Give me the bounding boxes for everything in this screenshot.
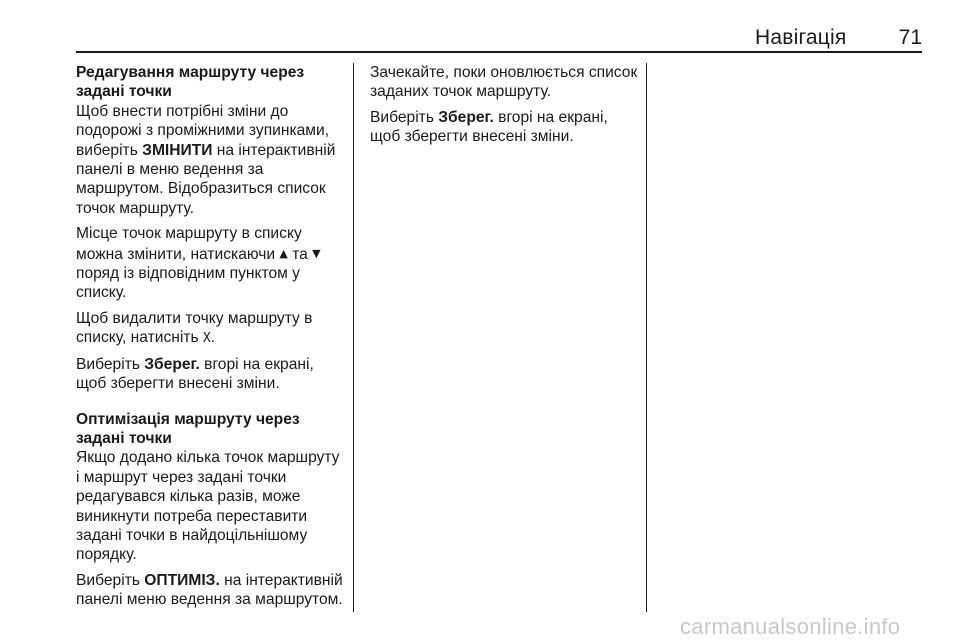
page-header [76,26,922,52]
section-heading-edit-route: Редагування маршруту через задані точки [76,64,305,101]
paragraph-save: Виберіть Зберег. вгорі на екрані, щоб зберегти внесені зміни. [76,355,314,393]
optimize-button-label: ОПТИМІЗ. [144,571,220,589]
column-divider-right [646,63,647,612]
header-section-title: Навігація [755,26,847,49]
arrow-down-icon: ▼ [312,246,321,260]
right-column [370,63,640,153]
header-rule [76,51,922,53]
paragraph-wait: Зачекайте, поки оновлюється список заданих точок маршруту. [370,64,638,101]
section-heading-optimize: Оптимізація маршруту через задані точки [76,410,300,447]
paragraph-optimize-intro: Якщо додано кілька точок маршруту і маршрут через задані точки редагувався кілька разів, може виникнути потреба переставити задані точки в найдоцільнішому порядку. [76,449,340,564]
paragraph-delete: Щоб видалити точку маршруту в списку, натисніть X. [76,309,313,347]
save-button-label: Зберег. [144,355,200,373]
left-column [76,63,346,616]
section-spacer [76,400,346,410]
save-button-label-right: Зберег. [438,108,494,126]
paragraph-optimize-select: Виберіть ОПТИМІЗ. на інтерактивній панелі меню ведення за маршрутом. [76,571,343,609]
change-button-label: ЗМІНИТИ [142,141,213,159]
column-divider-left [353,63,354,612]
delete-x-icon: X [202,331,211,347]
paragraph-reorder: Місце точок маршруту в списку можна змінити, натискаючи ▲ та ▼ поряд із відповідним пунктом у списку. [76,225,321,302]
page-number: 71 [898,26,922,49]
paragraph-edit-intro: Щоб внести потрібні зміни до подорожі з проміжними зупинками, виберіть ЗМІНИТИ на інтерактивній панелі в меню ведення за маршрутом. Відобразиться список точок маршруту. [76,102,336,217]
arrow-up-icon: ▲ [279,246,288,260]
watermark: carmanualsonline.info [680,614,901,639]
paragraph-save-right: Виберіть Зберег. вгорі на екрані, щоб зберегти внесені зміни. [370,108,608,146]
